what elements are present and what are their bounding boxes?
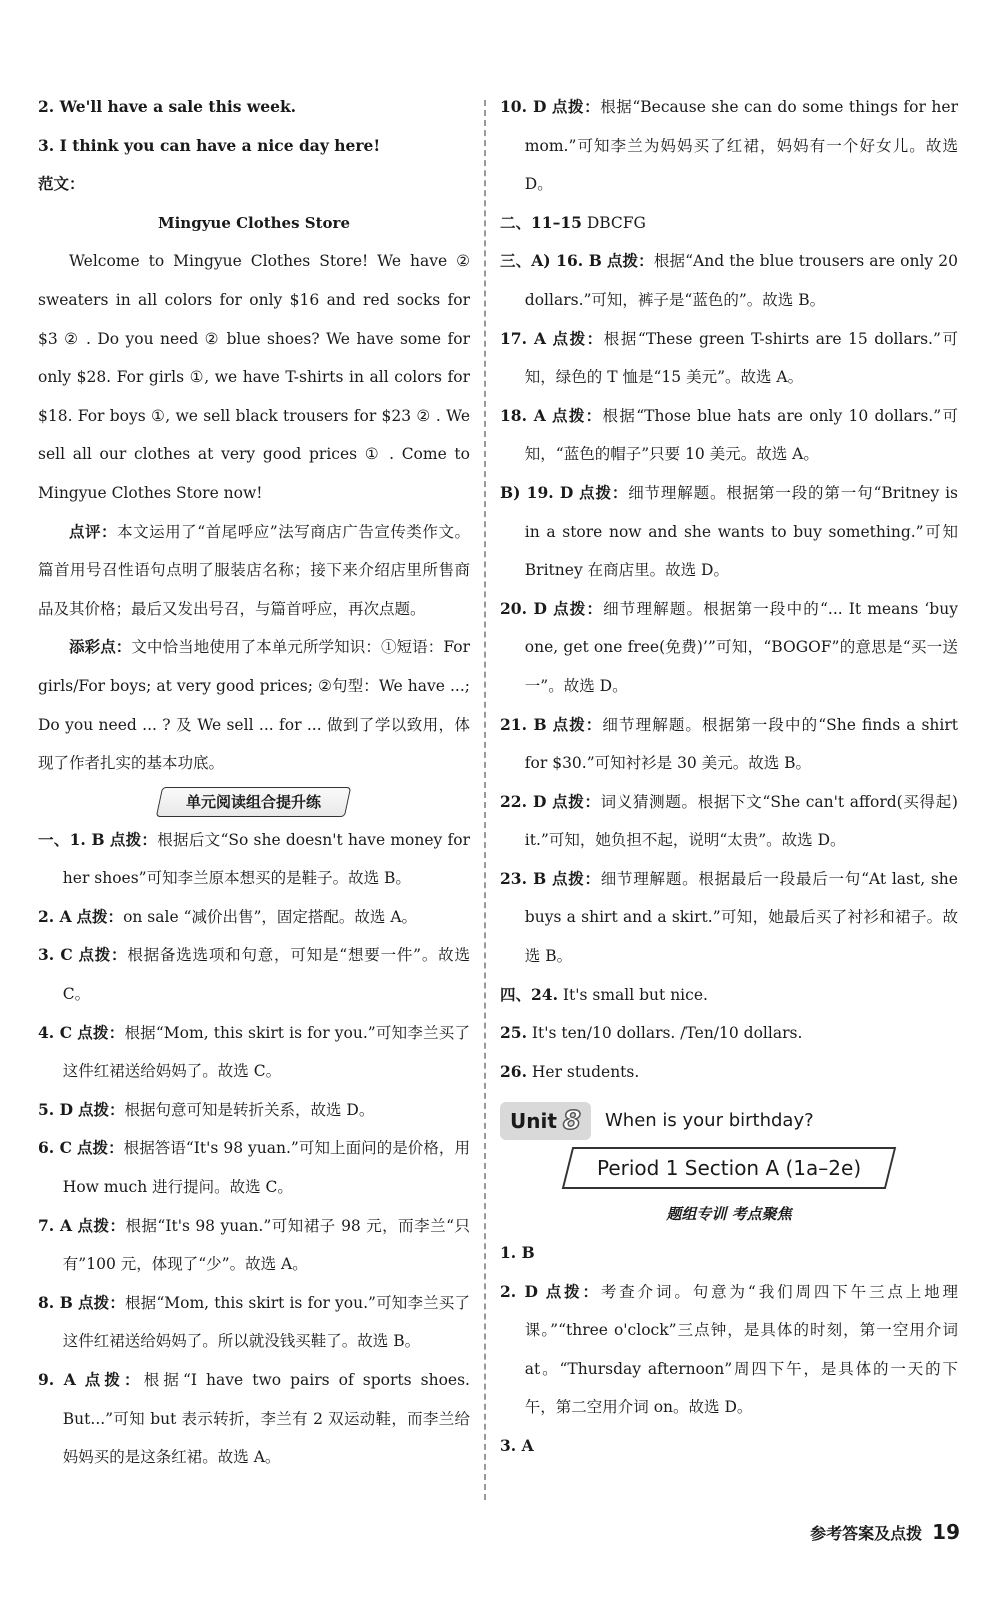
subheading: 题组专训 考点聚焦 bbox=[666, 1205, 792, 1224]
sample-essay-label: 范文： bbox=[38, 174, 85, 194]
section-banner bbox=[38, 787, 470, 817]
answer-item bbox=[38, 1361, 470, 1477]
essay-body: Welcome to Mingyue Clothes Store! We have ② sweaters in all colors for only $16 and red socks for $3 ② . Do you need ② blue shoes? We have some for only $28. For girls ①, we have T-shirts in all colors for $18. For boys ①, we sell black trousers for $23 ② . We sell all our clothes at very good prices ① . Come to Mingyue Clothes Store now! bbox=[38, 252, 470, 502]
answer-item bbox=[500, 976, 958, 1015]
answer-number: 26. bbox=[500, 1061, 527, 1081]
comment-text: 本文运用了“首尾呼应”法写商店广告宣传类作文。篇首用号召性语句点明了服装店名称；接下来介绍店里所售商品及其价格；最后又发出号召，与篇首呼应，再次点题。 bbox=[38, 522, 470, 618]
answer-item bbox=[38, 936, 470, 1013]
hint-text: 根据“It's 98 yuan.”可知裙子 98 元，而李兰“只有”100 元，体现了“少”。故选 A。 bbox=[62, 1216, 471, 1274]
answer-number: 6. C bbox=[38, 1138, 72, 1158]
answer-line-2: 2. We'll have a sale this week. bbox=[38, 97, 297, 116]
hint-text: on sale “减价出售”，固定搭配。故选 A。 bbox=[123, 907, 418, 926]
answer-number: 10. D bbox=[500, 97, 547, 116]
hint-label: 点拨： bbox=[545, 1281, 601, 1301]
hint-label: 点拨： bbox=[552, 405, 603, 425]
answer-number: 2. D bbox=[500, 1281, 538, 1301]
hint-text: 根据“Those blue hats are only 10 dollars.”可知，“蓝色的帽子”只要 10 美元。故选 A。 bbox=[524, 406, 958, 464]
answer-item bbox=[38, 898, 470, 937]
hint-text: DBCFG bbox=[586, 213, 646, 232]
answer-item bbox=[500, 1234, 958, 1273]
period-answer-list bbox=[500, 1234, 958, 1466]
unit-number: 8 bbox=[562, 1106, 581, 1137]
answer-number: 7. A bbox=[38, 1215, 73, 1235]
answer-number: 25. bbox=[500, 1023, 527, 1043]
answer-number: 2. A bbox=[38, 906, 72, 926]
unit-word: Unit bbox=[510, 1109, 557, 1134]
hint-label: 点拨： bbox=[551, 868, 601, 888]
answer-item bbox=[500, 204, 958, 243]
hint-text: 根据“Mom, this skirt is for you.”可知李兰买了这件红裙送给妈妈了。故选 C。 bbox=[62, 1023, 471, 1081]
answer-item bbox=[500, 1273, 958, 1427]
left-column bbox=[38, 88, 470, 1477]
column-divider bbox=[484, 100, 486, 1500]
hint-text: It's small but nice. bbox=[562, 985, 708, 1004]
page-number: 19 bbox=[932, 1520, 960, 1544]
answer-number: 1. B bbox=[500, 1243, 535, 1263]
footer-label: 参考答案及点拨 bbox=[810, 1523, 923, 1543]
answer-number: 22. D bbox=[500, 791, 547, 811]
answer-item bbox=[500, 1053, 958, 1092]
answer-number: 3. C bbox=[38, 945, 73, 965]
hint-text: 细节理解题。根据最后一段最后一句“At last, she buys a shirt and a skirt.”可知，她最后买了衬衫和裙子。故选 B。 bbox=[524, 869, 958, 966]
hint-label: 点拨： bbox=[77, 1215, 126, 1235]
answer-number: 3. A bbox=[500, 1436, 534, 1455]
unit-question: When is your birthday? bbox=[605, 1110, 814, 1132]
hint-label: 点拨： bbox=[109, 829, 158, 849]
hint-label: 点拨： bbox=[77, 1292, 125, 1312]
answer-item bbox=[500, 783, 958, 860]
hint-label: 点拨： bbox=[76, 906, 124, 926]
answer-item bbox=[38, 1091, 470, 1130]
hint-label: 点拨： bbox=[579, 482, 629, 502]
answer-number: 8. B bbox=[38, 1292, 73, 1312]
answer-line-3: 3. I think you can have a nice day here! bbox=[38, 135, 381, 155]
answer-number: 18. A bbox=[500, 405, 546, 425]
section-banner-text: 单元阅读组合提升练 bbox=[186, 792, 322, 811]
hint-label: 点拨： bbox=[551, 97, 601, 116]
answer-item bbox=[38, 1207, 470, 1284]
hint-label: 点拨： bbox=[552, 328, 604, 348]
answer-item bbox=[500, 860, 958, 976]
highlight-text: 文中恰当地使用了本单元所学知识：①短语：For girls/For boys; at very good prices; ②句型：We have ...; Do you need ... ? 及 We sell ... for ... 做到了学以致用，体现了作者扎实的基本功底。 bbox=[38, 638, 470, 773]
hint-label: 点拨： bbox=[552, 714, 603, 734]
answer-number: 17. A bbox=[500, 328, 546, 348]
period-banner bbox=[500, 1147, 958, 1189]
comment-label: 点评： bbox=[69, 521, 118, 541]
hint-label: 点拨： bbox=[77, 1022, 125, 1042]
answer-item bbox=[500, 590, 958, 706]
answer-item bbox=[38, 1284, 470, 1361]
hint-text: 根据“And the blue trousers are only 20 dollars.”可知，裤子是“蓝色的”。故选 B。 bbox=[524, 252, 958, 309]
page-footer bbox=[810, 1520, 960, 1544]
period-title: Period 1 Section A (1a–2e) bbox=[596, 1156, 862, 1181]
hint-text: 根据“Because she can do some things for her mom.”可知李兰为妈妈买了红裙，妈妈有一个好女儿。故选 D。 bbox=[524, 98, 958, 194]
highlight-label: 添彩点： bbox=[69, 637, 132, 657]
hint-text: 根据备选选项和句意，可知是“想要一件”。故选 C。 bbox=[62, 946, 470, 1004]
hint-text: 根据答语“It's 98 yuan.”可知上面问的是价格，用 How much 进行提问。故选 C。 bbox=[62, 1139, 470, 1197]
answer-number: 4. C bbox=[38, 1022, 73, 1042]
hint-label: 点拨： bbox=[78, 945, 128, 965]
answer-number: 20. D bbox=[500, 598, 547, 618]
hint-label: 点拨： bbox=[553, 598, 604, 618]
hint-text: 词义猜测题。根据下文“She can't afford(买得起) it.”可知，她负担不起，说明“太贵”。故选 D。 bbox=[524, 792, 958, 850]
answer-item bbox=[500, 88, 958, 204]
hint-text: 根据“I have two pairs of sports shoes. But...”可知 but 表示转折，李兰有 2 双运动鞋，而李兰给妈妈买的是这条红裙。故选 A。 bbox=[62, 1371, 470, 1467]
left-answer-list bbox=[38, 821, 470, 1477]
answer-item bbox=[38, 1014, 470, 1091]
answer-number: 四、24. bbox=[500, 984, 558, 1004]
answer-item bbox=[500, 320, 958, 397]
right-answer-list bbox=[500, 88, 958, 1091]
answer-number: B) 19. D bbox=[500, 482, 574, 502]
right-column bbox=[500, 88, 958, 1466]
hint-text: 根据“Mom, this skirt is for you.”可知李兰买了这件红裙送给妈妈了。所以就没钱买鞋了。故选 B。 bbox=[62, 1293, 470, 1351]
answer-item bbox=[38, 821, 470, 898]
unit-header bbox=[500, 1101, 958, 1141]
hint-label: 点拨： bbox=[77, 1099, 125, 1119]
highlight-paragraph bbox=[38, 628, 470, 782]
hint-text: 细节理解题。根据第一段中的“She finds a shirt for $30.”可知衬衫是 30 美元。故选 B。 bbox=[524, 715, 958, 773]
hint-label: 点拨： bbox=[76, 1138, 124, 1158]
hint-label: 点拨： bbox=[84, 1370, 144, 1389]
hint-text: 考查介词。句意为“我们周四下午三点上地理课。”“three o'clock”三点钟，是具体的时刻，第一空用介词 at。“Thursday afternoon”周四下午，是具体的一天的下午，第二空用介词 on。故选 D。 bbox=[524, 1282, 958, 1417]
comment-paragraph bbox=[38, 513, 470, 629]
hint-text: 根据句意可知是转折关系，故选 D。 bbox=[124, 1100, 375, 1119]
hint-text: 细节理解题。根据第一段的第一句“Britney is in a store now and she wants to buy something.”可知 Britney 在商店里。故选 D。 bbox=[524, 483, 958, 580]
hint-label: 点拨： bbox=[606, 251, 654, 271]
answer-number: 三、A) 16. B bbox=[500, 251, 602, 271]
hint-text: It's ten/10 dollars. /Ten/10 dollars. bbox=[531, 1024, 803, 1043]
answer-number: 一、1. B bbox=[38, 829, 105, 849]
answer-number: 5. D bbox=[38, 1099, 74, 1119]
answer-number: 9. A bbox=[38, 1370, 76, 1389]
answer-number: 21. B bbox=[500, 714, 547, 734]
hint-label: 点拨： bbox=[552, 791, 601, 811]
hint-text: 根据“These green T-shirts are 15 dollars.”可知，绿色的 T 恤是“15 美元”。故选 A。 bbox=[524, 329, 958, 387]
essay-title: Mingyue Clothes Store bbox=[158, 213, 350, 232]
answer-item bbox=[38, 1129, 470, 1206]
answer-item bbox=[500, 397, 958, 474]
unit-badge bbox=[500, 1102, 591, 1140]
answer-item bbox=[500, 1014, 958, 1053]
answer-number: 二、11–15 bbox=[500, 212, 582, 232]
answer-item bbox=[500, 1427, 958, 1466]
answer-item bbox=[500, 706, 958, 783]
answer-item bbox=[500, 474, 958, 590]
hint-text: 细节理解题。根据第一段中的“... It means ‘buy one, get one free(免费)’”可知，“BOGOF”的意思是“买一送一”。故选 D。 bbox=[524, 599, 958, 695]
hint-text: Her students. bbox=[531, 1062, 640, 1081]
hint-text: 根据后文“So she doesn't have money for her shoes”可知李兰原本想买的是鞋子。故选 B。 bbox=[62, 830, 470, 888]
answer-number: 23. B bbox=[500, 868, 547, 888]
answer-item bbox=[500, 242, 958, 319]
